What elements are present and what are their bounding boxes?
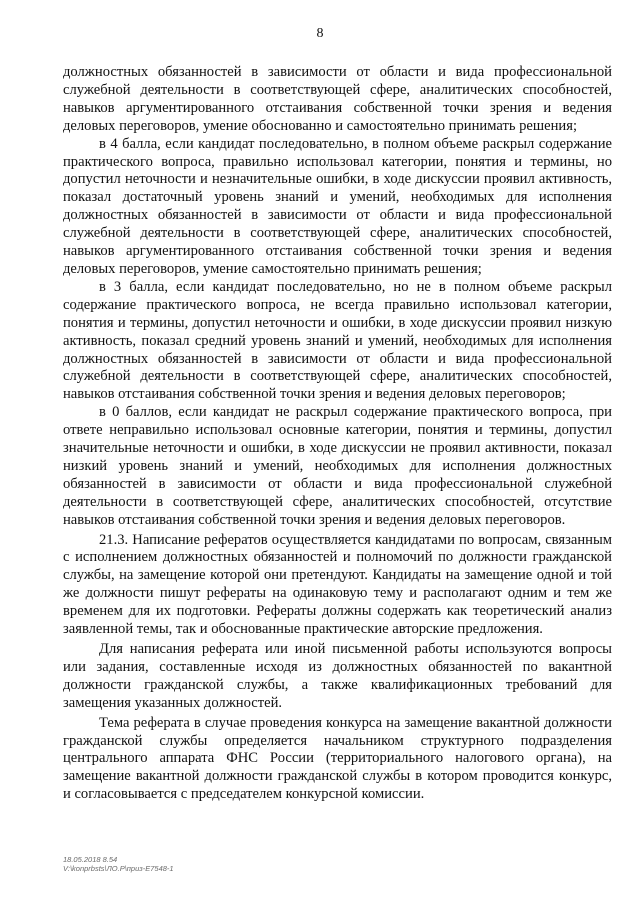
paragraph-continuation: должностных обязанностей в зависимости от области и вида профессиональной служебной деятельности в соответствующей сфере, аналитических способностей, навыков аргументированного отстаивания собственной точки зрения и ведения деловых переговоров, умение обоснованно и самостоятельно принимать решения; (63, 64, 612, 134)
paragraph-essay-topic: Тема реферата в случае проведения конкурса на замещение вакантной должности гражданской службы определяется начальником структурного подразделения центрального аппарата ФНС России (территориального налогового органа), на замещение вакантной должности гражданской службы в котором проводится конкурс, и согласовывается с председателем конкурсной комиссии. (63, 714, 612, 803)
document-body (63, 64, 612, 804)
page-number: 8 (316, 26, 324, 41)
paragraph-section-21-3: 21.3. Написание рефератов осуществляется кандидатами по вопросам, связанным с исполнением должностных обязанностей и полномочий по должности гражданской службы, на замещение которой они претендуют. Кандидаты на замещение одной и той же должности пишут рефераты на одинаковую тему и располагают одним и тем же временем для их подготовки. Рефераты должны содержать как теоретический анализ заявленной темы, так и обоснованные практические авторские предложения. (63, 531, 612, 638)
paragraph-score-0: в 0 баллов, если кандидат не раскрыл содержание практического вопроса, при ответе неправильно использовал основные категории, понятия и термины, допустил значительные неточности и ошибки, в ходе дискуссии не проявил активности, показал низкий уровень знаний и умений, необходимых для исполнения должностных обязанностей в зависимости от области и вида профессиональной служебной деятельности в соответствующей сфере, аналитических способностей, отсутствие навыков отстаивания собственной точки зрения и ведения деловых переговоров. (63, 404, 612, 528)
paragraph-score-4: в 4 балла, если кандидат последовательно, в полном объеме раскрыл содержание практического вопроса, правильно использовал категории, понятия и термины, но допустил неточности и незначительные ошибки, в ходе дискуссии проявил активность, показал достаточный уровень знаний и умений, необходимых для исполнения должностных обязанностей в зависимости от области и вида профессиональной служебной деятельности в соответствующей сфере, аналитических способностей, навыков аргументированного отстаивания собственной точки зрения и ведения деловых переговоров, умение самостоятельно принимать решения; (63, 135, 612, 277)
footer-stamp (63, 855, 174, 873)
paragraph-essay-questions: Для написания реферата или иной письменной работы используются вопросы или задания, составленные исходя из должностных обязанностей по вакантной должности гражданской службы, а также квалификационных требований для замещения указанных должностей. (63, 641, 612, 711)
footer-timestamp: 18.05.2018 8.54 (63, 855, 118, 864)
footer-file-path: V:\konprbsts\ЛО.Р\приз-Е7548-1 (63, 864, 174, 873)
paragraph-score-3: в 3 балла, если кандидат последовательно, но не в полном объеме раскрыл содержание практического вопроса, не всегда правильно использовал категории, понятия и термины, допустил неточности и ошибки, в ходе дискуссии проявил низкую активность, показал средний уровень знаний и умений, необходимых для исполнения должностных обязанностей в зависимости от области и вида профессиональной служебной деятельности в соответствующей сфере, аналитических способностей, навыков отстаивания собственной точки зрения и ведения деловых переговоров; (63, 278, 612, 403)
